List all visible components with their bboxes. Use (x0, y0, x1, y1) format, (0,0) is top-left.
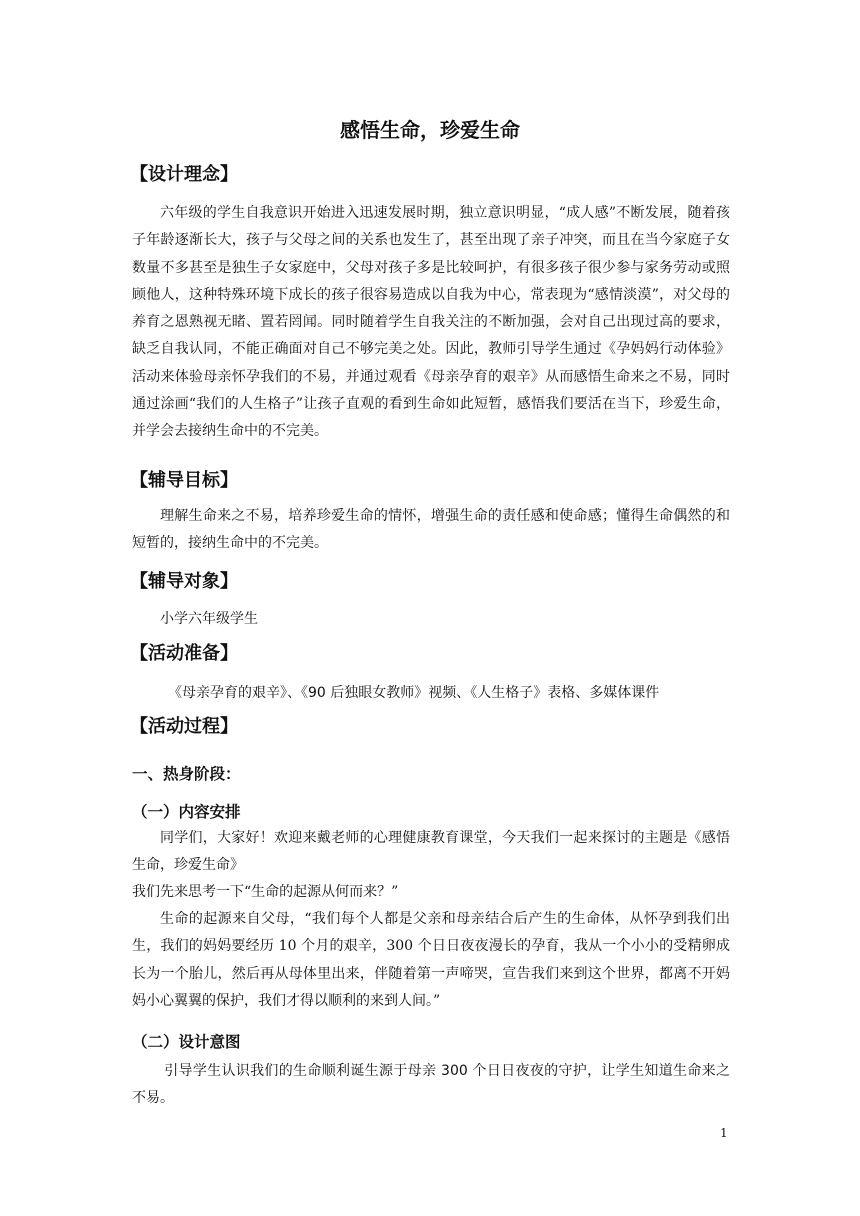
paragraph-audience: 小学六年级学生 (160, 611, 258, 627)
heading-preparation: 【活动准备】 (130, 643, 238, 664)
document-title: 感悟生命，珍爱生命 (340, 118, 520, 142)
paragraph-preparation: 《母亲孕育的艰辛》、《90 后独眼女教师》视频、《人生格子》表格、多媒体课件 (168, 685, 660, 701)
heading-content-arrangement: （一）内容安排 (132, 803, 241, 821)
heading-design-concept: 【设计理念】 (130, 164, 238, 185)
heading-warmup-stage: 一、热身阶段： (132, 765, 241, 783)
paragraph-design-intent: 引导学生认识我们的生命顺利诞生源于母亲 300 个日日夜夜的守护，让学生知道生命来之不易。 (132, 1063, 730, 1107)
heading-goals: 【辅导目标】 (130, 470, 238, 491)
heading-design-intent: （二）设计意图 (132, 1033, 241, 1051)
heading-audience: 【辅导对象】 (130, 571, 238, 592)
paragraph-design-concept: 六年级的学生自我意识开始进入迅速发展时期，独立意识明显，“成人感”不断发展，随着孩子年龄逐渐长大，孩子与父母之间的关系也发生了，甚至出现了亲子冲突，而且在当今家庭子女数量不多甚至是独生子女家庭中，父母对孩子多是比较呵护，有很多孩子很少参与家务劳动或照顾他人，这种特殊环境下成长的孩子很容易造成以自我为中心，常表现为“感情淡漠”，对父母的养育之恩熟视无睹、置若罔闻。同时随着学生自我关注的不断加强，会对自己出现过高的要求，缺乏自我认同，不能正确面对自己不够完美之处。因此，教师引导学生通过《孕妈妈行动体验》活动来体验母亲怀孕我们的不易，并通过观看《母亲孕育的艰辛》从而感悟生命来之不易，同时通过涂画“我们的人生格子”让孩子直观的看到生命如此短暂，感悟我们要活在当下，珍爱生命，并学会去接纳生命中的不完美。 (132, 205, 730, 440)
paragraph-origin-of-life: 生命的起源来自父母，“我们每个人都是父亲和母亲结合后产生的生命体，从怀孕到我们出生，我们的妈妈要经历 10 个月的艰辛，300 个日日夜夜漫长的孕育，我从一个小小的受精卵成长为一个胎儿，然后再从母体里出来，伴随着第一声啼哭，宣告我们来到这个世界，都离不开妈妈小心翼翼的保护，我们才得以顺利的来到人间。” (132, 911, 730, 1009)
paragraph-goals: 理解生命来之不易，培养珍爱生命的情怀，增强生命的责任感和使命感；懂得生命偶然的和短暂的，接纳生命中的不完美。 (132, 508, 730, 552)
page-number: 1 (720, 1126, 728, 1140)
heading-process: 【活动过程】 (130, 716, 238, 737)
paragraph-greeting: 同学们，大家好！欢迎来戴老师的心理健康教育课堂，今天我们一起来探讨的主题是《感悟生命，珍爱生命》 (132, 830, 730, 874)
paragraph-question: 我们先来思考一下“生命的起源从何而来？” (132, 884, 399, 900)
